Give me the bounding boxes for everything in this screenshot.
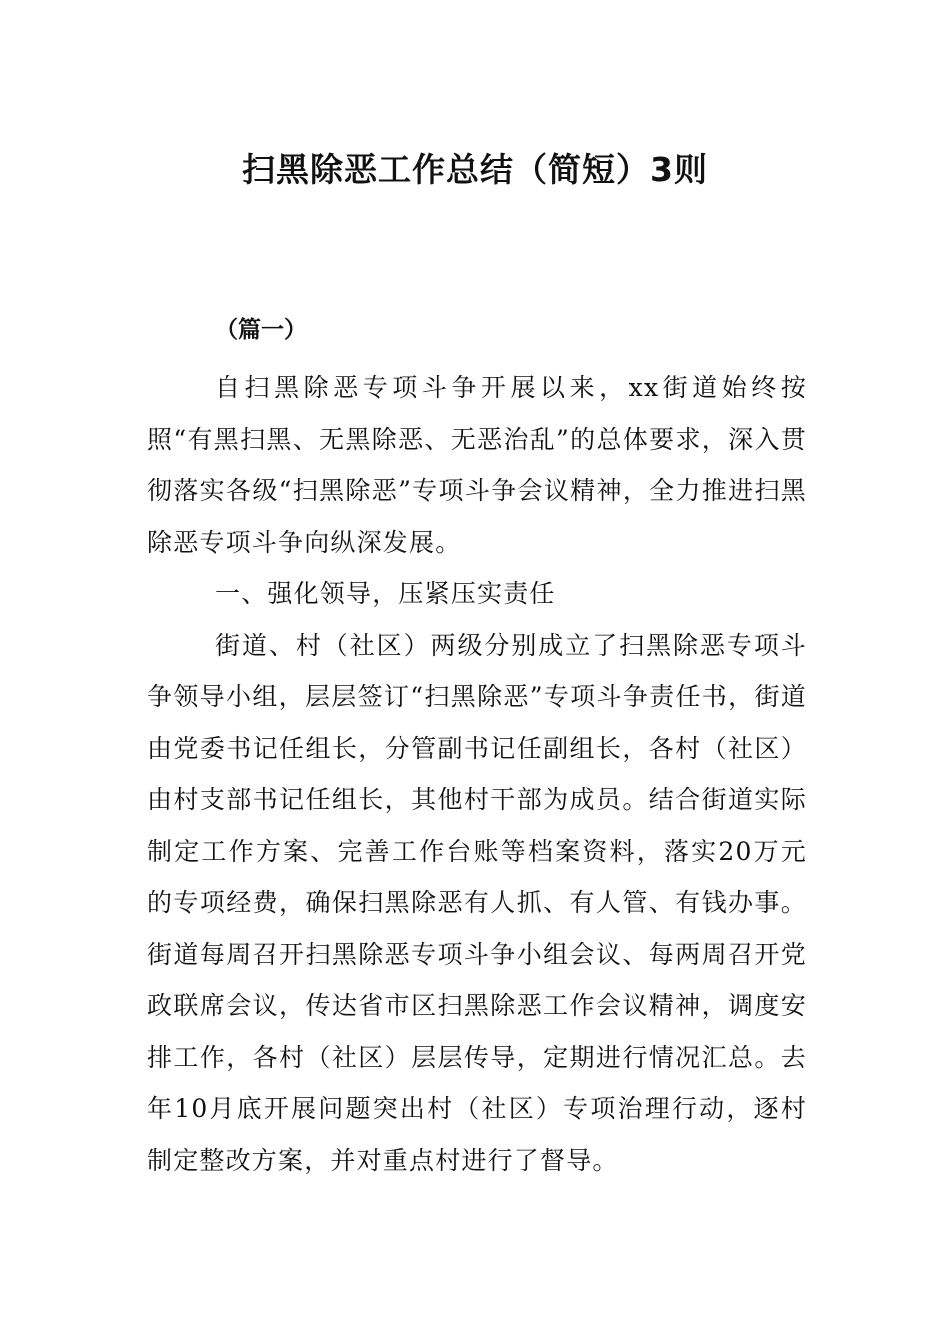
section-label: （篇一）	[215, 317, 307, 343]
section-heading-1: 一、强化领导，压紧压实责任	[215, 579, 556, 608]
document-title: 扫黑除恶工作总结（简短）3则	[242, 150, 708, 189]
body-paragraph: 街道、村（社区）两级分别成立了扫黑除恶专项斗争领导小组，层层签订“扫黑除恶”专项斗争责任书，街道由党委书记任组长，分管副书记任副组长，各村（社区）由村支部书记任组长，其他村干部为成员。结合街道实际制定工作方案、完善工作台账等档案资料，落实20万元的专项经费，确保扫黑除恶有人抓、有人管、有钱办事。街道每周召开扫黑除恶专项斗争小组会议、每两周召开党政联席会议，传达省市区扫黑除恶工作会议精神，调度安排工作，各村（社区）层层传导，定期进行情况汇总。去年10月底开展问题突出村（社区）专项治理行动，逐村制定整改方案，并对重点村进行了督导。	[147, 630, 807, 1175]
spacer	[147, 348, 807, 362]
intro-paragraph: 自扫黑除恶专项斗争开展以来，xx街道始终按照“有黑扫黑、无黑除恶、无恶治乱”的总体要求，深入贯彻落实各级“扫黑除恶”专项斗争会议精神，全力推进扫黑除恶专项斗争向纵深发展。	[147, 373, 807, 557]
document-body	[147, 312, 807, 1186]
